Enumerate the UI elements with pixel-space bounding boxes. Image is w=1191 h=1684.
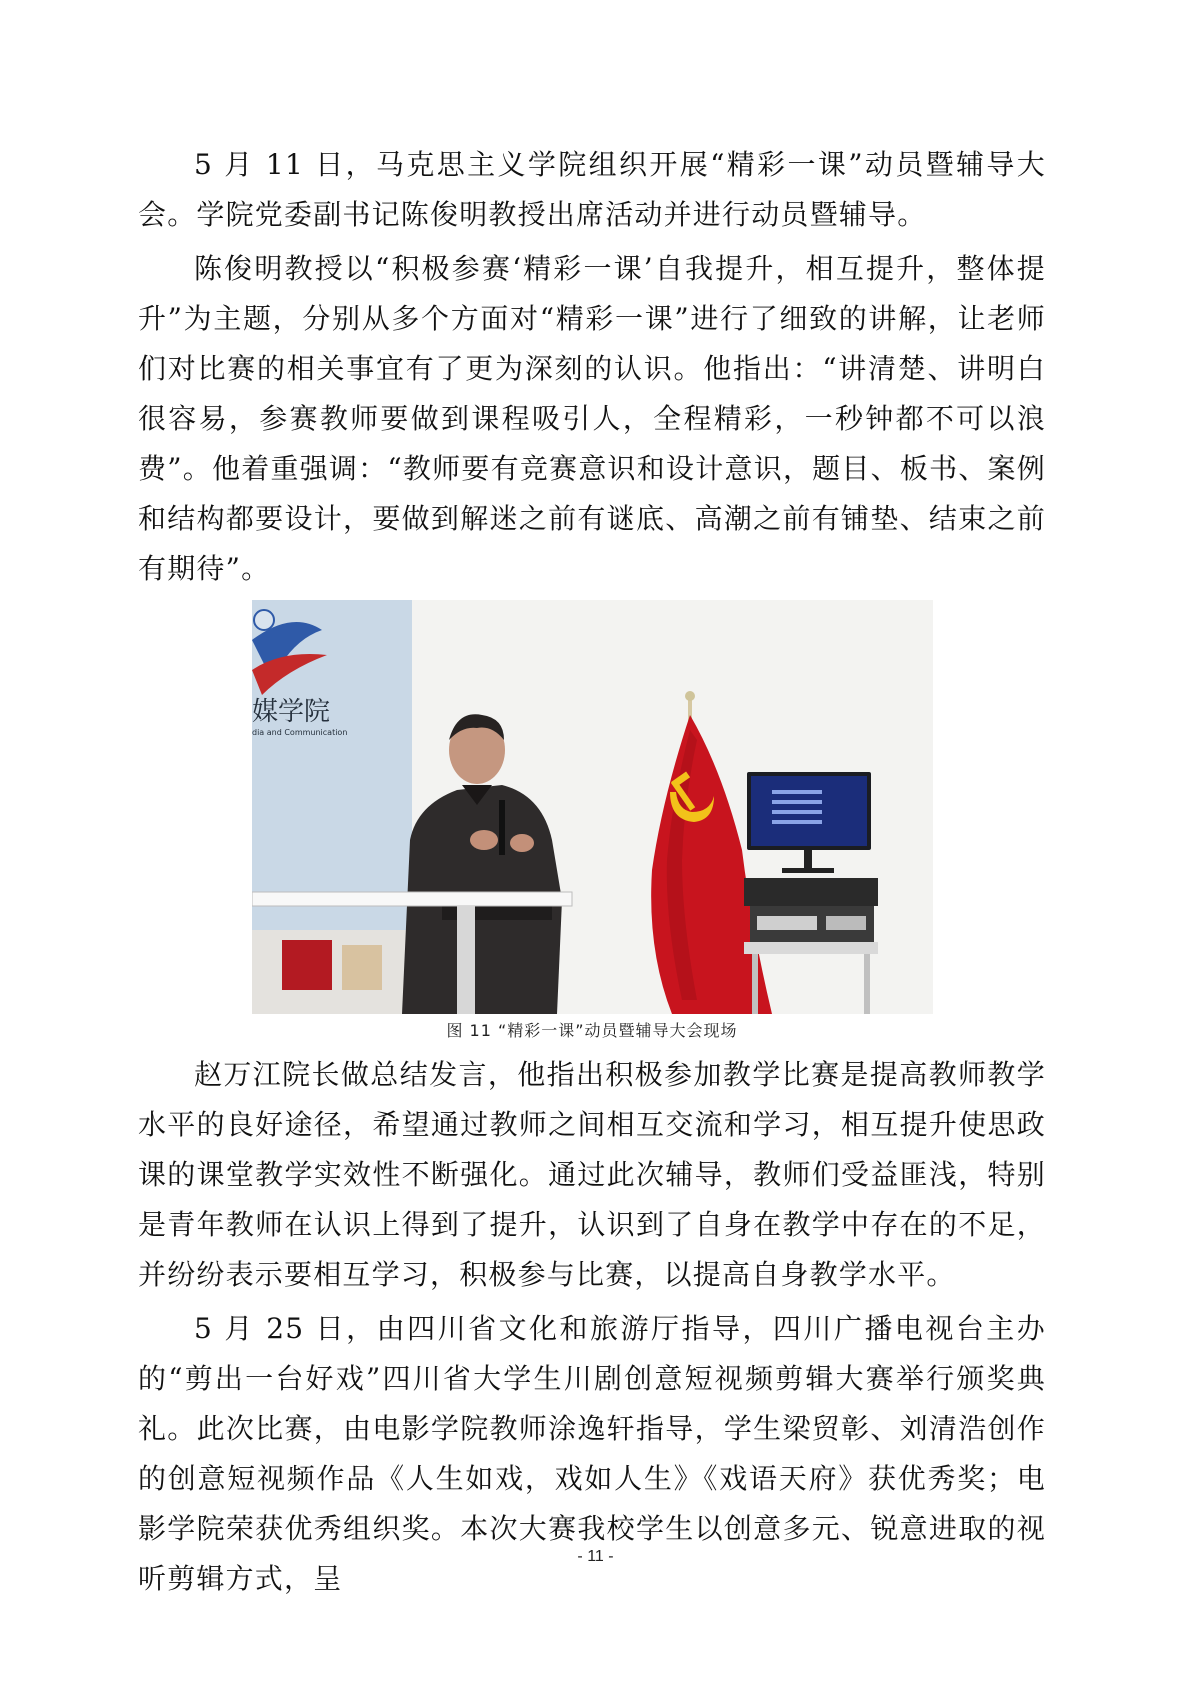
page-number: - 11 - (577, 1548, 614, 1565)
page-content (138, 140, 1046, 1604)
banner-subtext: dia and Communication (251, 728, 347, 737)
paragraph-1: 5 月 11 日，马克思主义学院组织开展“精彩一课”动员暨辅导大会。学院党委副书记陈俊明教授出席活动并进行动员暨辅导。 (138, 148, 1046, 231)
figure-caption: 图 11 “精彩一课”动员暨辅导大会现场 (446, 1021, 738, 1040)
paragraph-4: 5 月 25 日，由四川省文化和旅游厅指导，四川广播电视台主办的“剪出一台好戏”四川省大学生川剧创意短视频剪辑大赛举行颁奖典礼。此次比赛，由电影学院教师涂逸轩指导，学生梁贸彰、刘清浩创作的创意短视频作品《人生如戏，戏如人生》《戏语天府》获优秀奖；电影学院荣获优秀组织奖。本次大赛我校学生以创意多元、锐意进取的视听剪辑方式，呈 (138, 1312, 1046, 1595)
banner-text: 媒学院 (251, 697, 330, 727)
figure-11 (138, 600, 1046, 1042)
paragraph-3: 赵万江院长做总结发言，他指出积极参加教学比赛是提高教师教学水平的良好途径，希望通过教师之间相互交流和学习，相互提升使思政课的课堂教学实效性不断强化。通过此次辅导，教师们受益匪浅，特别是青年教师在认识上得到了提升，认识到了自身在教学中存在的不足，并纷纷表示要相互学习，积极参与比赛，以提高自身教学水平。 (138, 1058, 1046, 1291)
paragraph-2: 陈俊明教授以“积极参赛‘精彩一课’自我提升，相互提升，整体提升”为主题，分别从多个方面对“精彩一课”进行了细致的讲解，让老师们对比赛的相关事宜有了更为深刻的认识。他指出：“讲清楚、讲明白很容易，参赛教师要做到课程吸引人，全程精彩，一秒钟都不可以浪费”。他着重强调：“教师要有竞赛意识和设计意识，题目、板书、案例和结构都要设计，要做到解迷之前有谜底、高潮之前有铺垫、结束之前有期待”。 (138, 252, 1046, 585)
event-photo (252, 600, 933, 1014)
